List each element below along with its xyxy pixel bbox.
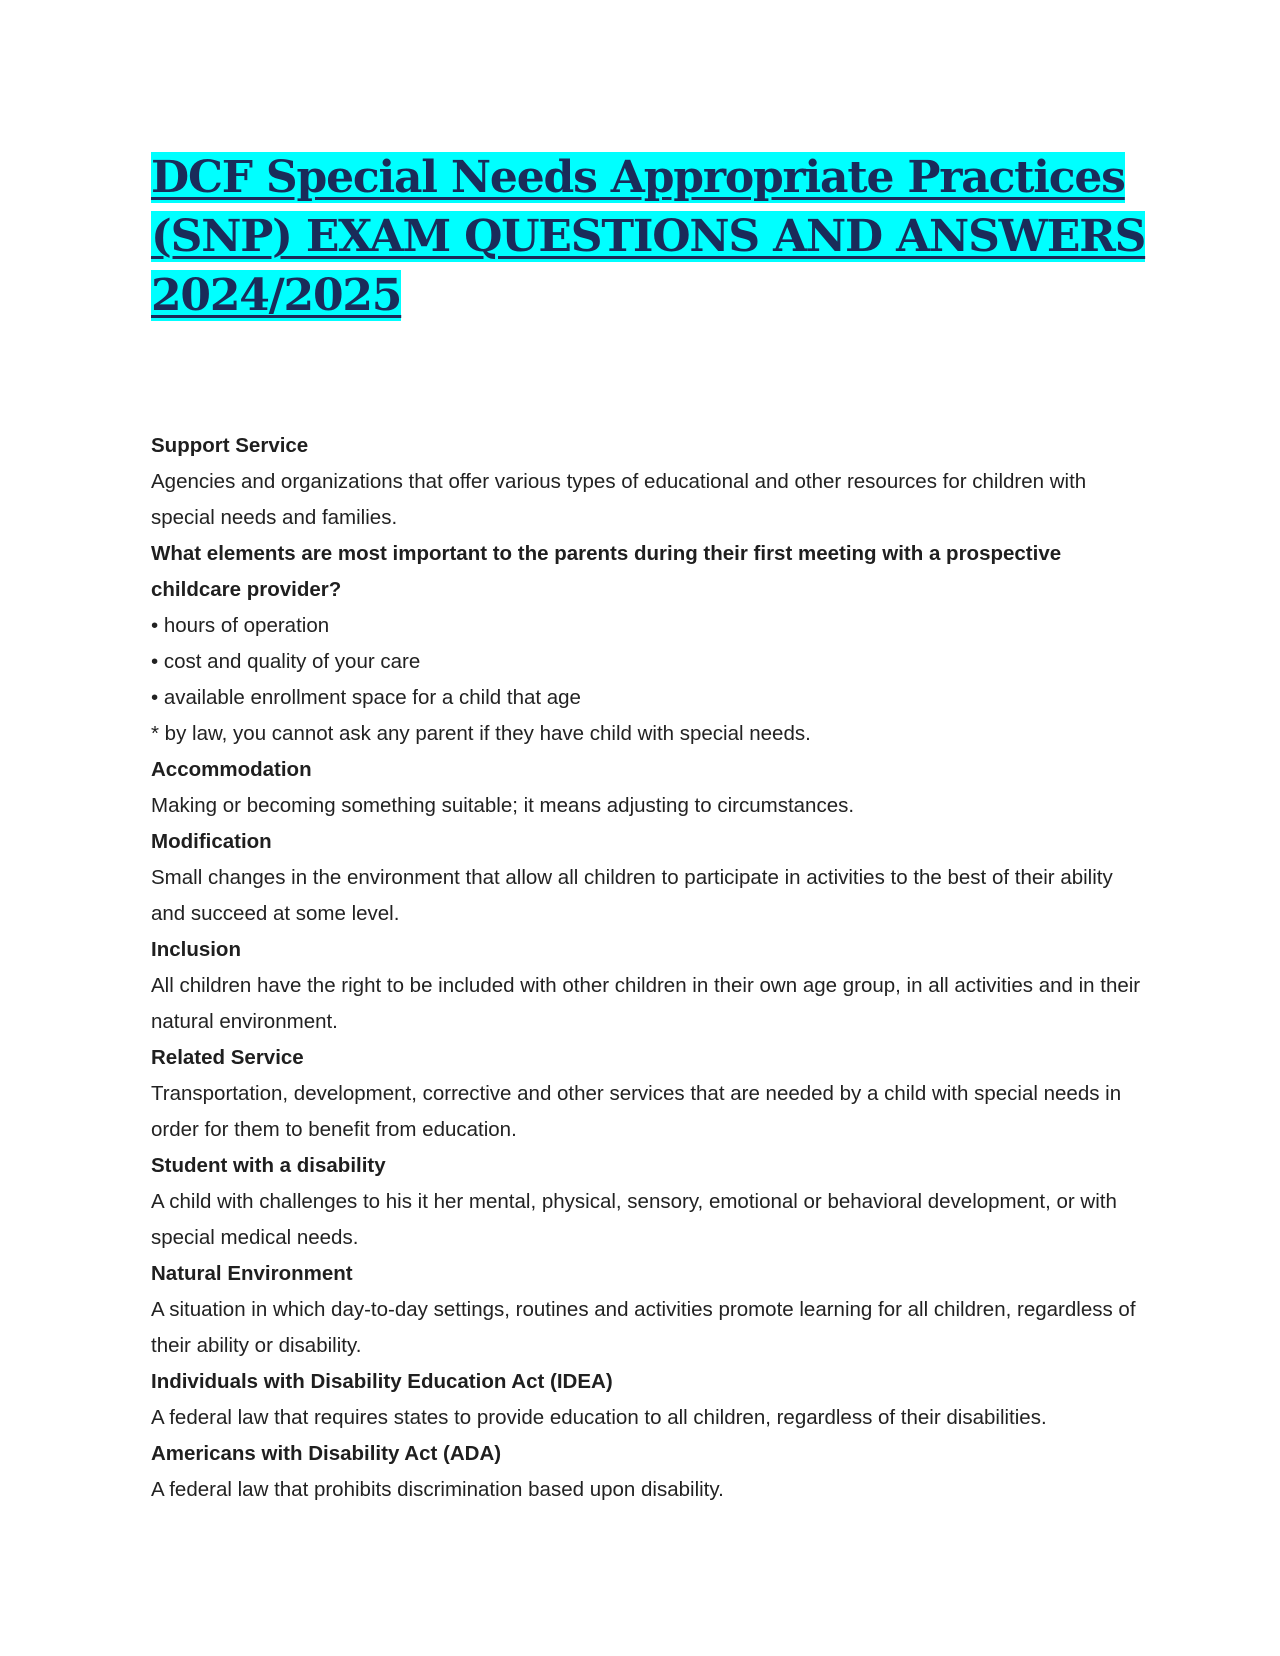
term-heading: Accommodation	[151, 758, 312, 781]
answer-bullet: • available enrollment space for a child that age	[151, 686, 581, 709]
term-heading: Individuals with Disability Education Act (IDEA)	[151, 1370, 613, 1393]
title-line: (SNP) EXAM QUESTIONS AND ANSWERS	[151, 211, 1146, 262]
term-heading: Support Service	[151, 434, 309, 457]
term-heading: Natural Environment	[151, 1262, 353, 1285]
term-definition: A federal law that requires states to provide education to all children, regardless of their disabilities.	[151, 1406, 1047, 1429]
answer-note: * by law, you cannot ask any parent if they have child with special needs.	[151, 722, 811, 745]
title-line: DCF Special Needs Appropriate Practices	[151, 152, 1125, 203]
term-definition: Small changes in the environment that allow all children to participate in activities to the best of their ability and succeed at some level.	[151, 866, 1113, 925]
term-heading: Related Service	[151, 1046, 304, 1069]
term-heading: Inclusion	[151, 938, 241, 961]
question-heading: What elements are most important to the parents during their first meeting with a prospective childcare provider?	[151, 542, 1062, 601]
term-heading: Americans with Disability Act (ADA)	[151, 1442, 502, 1465]
term-definition: A situation in which day-to-day settings, routines and activities promote learning for all children, regardless of their ability or disability.	[151, 1298, 1136, 1357]
term-definition: A child with challenges to his it her mental, physical, sensory, emotional or behavioral development, or with special medical needs.	[151, 1190, 1117, 1249]
term-definition: Transportation, development, corrective and other services that are needed by a child with special needs in order for them to benefit from education.	[151, 1082, 1122, 1141]
term-definition: Making or becoming something suitable; it means adjusting to circumstances.	[151, 794, 855, 817]
term-heading: Modification	[151, 830, 272, 853]
document-title	[151, 148, 1151, 325]
answer-bullet: • cost and quality of your care	[151, 650, 421, 673]
document-body	[151, 428, 1141, 1508]
title-line: 2024/2025	[151, 270, 402, 321]
answer-bullet: • hours of operation	[151, 614, 330, 637]
term-definition: All children have the right to be included with other children in their own age group, in all activities and in their natural environment.	[151, 974, 1141, 1033]
term-definition: Agencies and organizations that offer various types of educational and other resources for children with special needs and families.	[151, 470, 1087, 529]
term-definition: A federal law that prohibits discrimination based upon disability.	[151, 1478, 724, 1501]
term-heading: Student with a disability	[151, 1154, 386, 1177]
